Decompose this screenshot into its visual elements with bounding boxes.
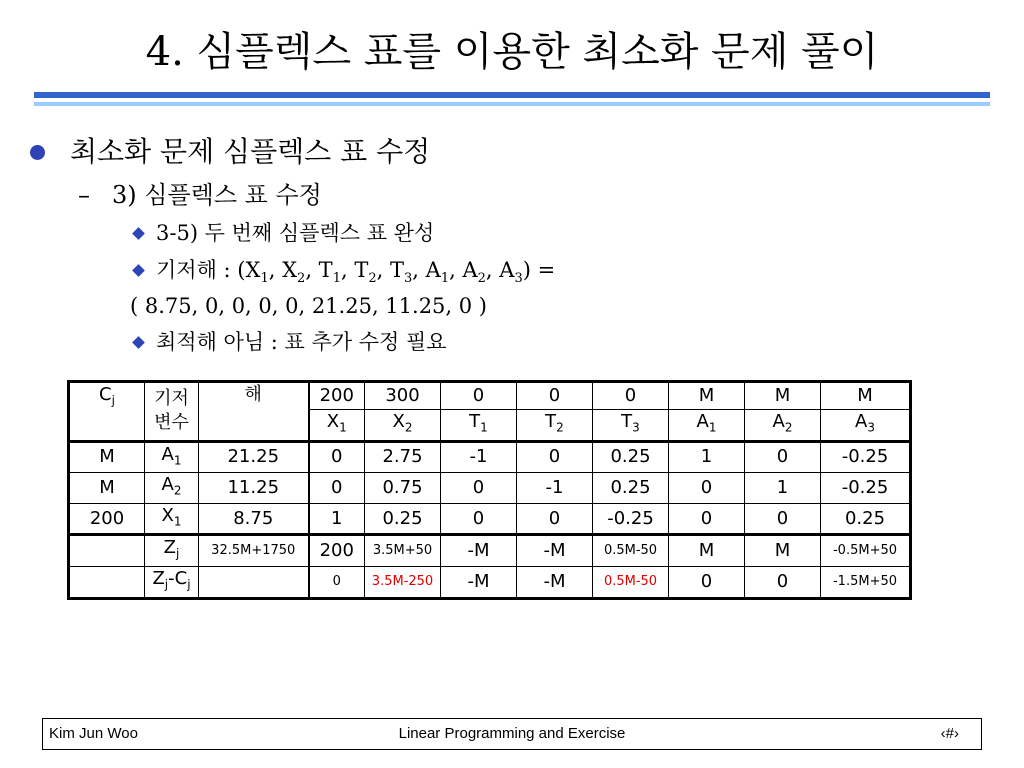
footer-course: Linear Programming and Exercise: [398, 725, 626, 742]
zj-cell: M: [669, 535, 745, 567]
zjcj-cell-highlight: 0.5M-50: [593, 566, 669, 598]
footer-page-number: ‹#›: [940, 725, 959, 742]
var-cell: $T_2$: [517, 410, 593, 442]
zjcj-solution-empty: [199, 566, 309, 598]
value-cell: 2.75: [365, 441, 441, 473]
title-rule-dark: [34, 92, 990, 98]
diamond-bullet-icon: [132, 264, 145, 277]
value-cell: 0: [517, 441, 593, 473]
table-row: [69, 473, 911, 504]
basis-var: $X_1$: [245, 258, 269, 287]
zjcj-cell-highlight: 3.5M-250: [365, 566, 441, 598]
value-cell: 0.25: [593, 441, 669, 473]
zj-cell: 200: [309, 535, 365, 567]
value-cell: 0: [669, 473, 745, 504]
value-cell: -0.25: [593, 503, 669, 535]
diamond-bullet-icon: [132, 336, 145, 349]
basis-var: $A_3$: [499, 258, 523, 287]
basis-var: $A_1$: [425, 258, 450, 287]
zjcj-cell: 0: [745, 566, 821, 598]
dash-icon: –: [78, 181, 90, 209]
basis-var: $A_2$: [462, 258, 486, 287]
zj-cell: 3.5M+50: [365, 535, 441, 567]
value-cell: 0: [441, 473, 517, 504]
simplex-table: [67, 380, 912, 600]
var-cell: $A_3$: [821, 410, 911, 442]
diamond-bullet-icon: [132, 227, 145, 240]
cost-cell: M: [821, 382, 911, 410]
zjcj-cell: 0: [669, 566, 745, 598]
value-cell: 0: [669, 503, 745, 535]
solution-cell: 8.75: [199, 503, 309, 535]
value-cell: 0: [441, 503, 517, 535]
value-cell: -1: [441, 441, 517, 473]
zjcj-cell: -M: [441, 566, 517, 598]
zj-cj-row: [69, 566, 911, 598]
zj-cell: -0.5M+50: [821, 535, 911, 567]
table-row: [69, 503, 911, 535]
value-cell: 0: [309, 441, 365, 473]
cost-cell: 0: [441, 382, 517, 410]
value-cell: 0: [309, 473, 365, 504]
zjcj-cell: -1.5M+50: [821, 566, 911, 598]
bullet-dot-icon: [30, 145, 45, 160]
basis-var: $T_1$: [318, 258, 341, 287]
basis-cell: $A_2$: [145, 473, 199, 504]
zj-cell: -M: [441, 535, 517, 567]
var-cell: $X_1$: [309, 410, 365, 442]
zj-empty-cell: [69, 535, 145, 567]
value-cell: -0.25: [821, 473, 911, 504]
zj-cell: M: [745, 535, 821, 567]
basis-var: $T_2$: [354, 258, 377, 287]
basic-solution-text: 기저해 : ($X_1$, $X_2$, $T_1$, $T_2$, $T_3$, $A_1$, $A_2$, $A_3$) =: [156, 258, 556, 287]
basis-var: $T_3$: [389, 258, 413, 287]
header-solution: 해: [199, 382, 309, 442]
value-cell: 0: [745, 441, 821, 473]
zjcj-cell: -M: [517, 566, 593, 598]
zj-cell: 0.5M-50: [593, 535, 669, 567]
cost-cell: 300: [365, 382, 441, 410]
cb-cell: 200: [69, 503, 145, 535]
bullet-level2-text: 3) 심플렉스 표 수정: [112, 181, 322, 209]
cost-cell: M: [745, 382, 821, 410]
zj-label: $Z_j$: [145, 535, 199, 567]
zjcj-label: $Z_j-C_j$: [145, 566, 199, 598]
var-cell: $A_2$: [745, 410, 821, 442]
value-cell: 0: [517, 503, 593, 535]
cb-cell: M: [69, 441, 145, 473]
cost-row: [69, 382, 911, 410]
basis-cell: $A_1$: [145, 441, 199, 473]
basis-var: $X_2$: [282, 258, 306, 287]
var-cell: $T_3$: [593, 410, 669, 442]
value-cell: -1: [517, 473, 593, 504]
zjcj-empty-cell: [69, 566, 145, 598]
footer-author: Kim Jun Woo: [49, 725, 138, 742]
var-cell: $T_1$: [441, 410, 517, 442]
value-cell: 0.25: [365, 503, 441, 535]
zj-cell: -M: [517, 535, 593, 567]
value-cell: 0: [745, 503, 821, 535]
basic-solution-values: ( 8.75, 0, 0, 0, 0, 21.25, 11.25, 0 ): [130, 294, 487, 318]
basis-cell: $X_1$: [145, 503, 199, 535]
zj-solution: 32.5M+1750: [199, 535, 309, 567]
cost-cell: 0: [593, 382, 669, 410]
value-cell: 0.25: [821, 503, 911, 535]
value-cell: -0.25: [821, 441, 911, 473]
cost-cell: M: [669, 382, 745, 410]
solution-cell: 21.25: [199, 441, 309, 473]
cost-cell: 200: [309, 382, 365, 410]
cb-cell: M: [69, 473, 145, 504]
cost-cell: 0: [517, 382, 593, 410]
bullet-level1-text: 최소화 문제 심플렉스 표 수정: [70, 135, 431, 168]
title-rule-light: [34, 102, 990, 106]
value-cell: 1: [309, 503, 365, 535]
table-row: [69, 441, 911, 473]
zjcj-cell: 0: [309, 566, 365, 598]
var-cell: $A_1$: [669, 410, 745, 442]
slide-footer: [42, 718, 982, 750]
value-cell: 1: [669, 441, 745, 473]
item-3-5-text: 3-5) 두 번째 심플렉스 표 완성: [156, 221, 435, 245]
solution-cell: 11.25: [199, 473, 309, 504]
not-optimal-text: 최적해 아님 : 표 추가 수정 필요: [156, 330, 447, 354]
value-cell: 1: [745, 473, 821, 504]
header-basis: 기저 변수: [145, 382, 199, 442]
value-cell: 0.75: [365, 473, 441, 504]
zj-row: [69, 535, 911, 567]
slide-title: 4. 심플렉스 표를 이용한 최소화 문제 풀이: [145, 29, 879, 75]
header-cj: $C_j$: [69, 382, 145, 442]
var-cell: $X_2$: [365, 410, 441, 442]
value-cell: 0.25: [593, 473, 669, 504]
